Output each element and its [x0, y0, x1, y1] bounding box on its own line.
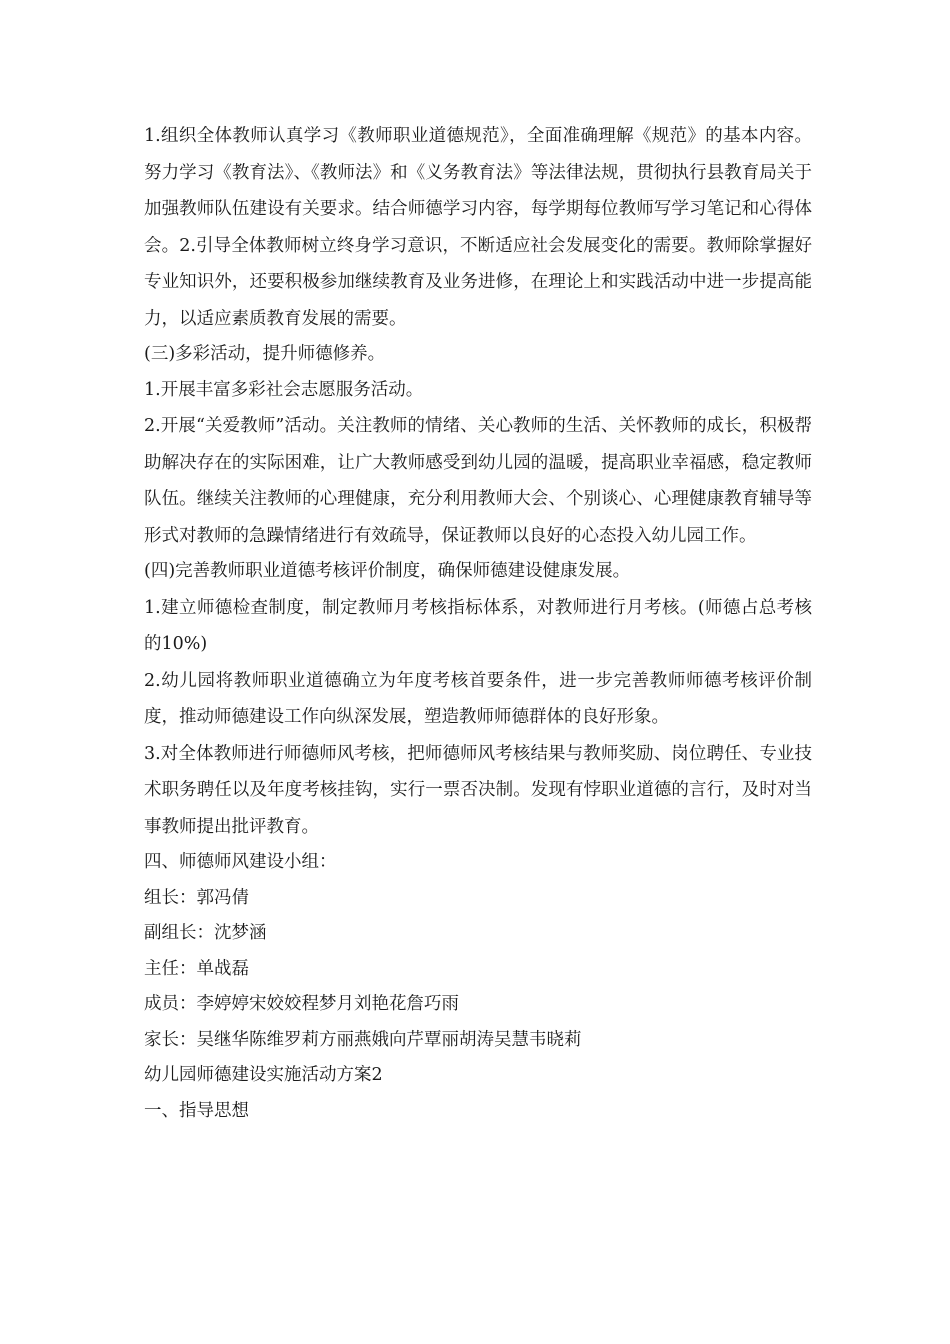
group-deputy-leader: 副组长：沈梦涵	[144, 923, 267, 943]
group-parents: 家长：吴继华陈维罗莉方丽燕娥向芹覃丽胡涛吴慧韦晓莉	[144, 1029, 582, 1050]
paragraph-annual-assessment: 2.幼儿园将教师职业道德确立为年度考核首要条件，进一步完善教师师德考核评价制度，推动师德建设工作向纵深发展，塑造教师师德群体的良好形象。	[144, 670, 812, 727]
group-director: 主任：单战磊	[144, 958, 249, 979]
heading-guiding-ideology: 一、指导思想	[144, 1100, 249, 1121]
group-members: 成员：李婷婷宋姣姣程梦月刘艳花詹巧雨	[144, 994, 459, 1014]
paragraph-volunteer-activity: 1.开展丰富多彩社会志愿服务活动。	[144, 379, 424, 400]
paragraph-study-regulations: 1.组织全体教师认真学习《教师职业道德规范》，全面准确理解《规范》的基本内容。努力学习《教育法》、《教师法》和《义务教育法》等法律法规，贯彻执行县教育局关于加强教师队伍建设有关要求。结合师德学习内容，每学期每位教师写学习笔记和心得体会。2.引导全体教师树立终身学习意识，不断适应社会发展变化的需要。教师除掌握好专业知识外，还要积极参加继续教育及业务进修，在理论上和实践活动中进一步提高能力，以适应素质教育发展的需要。	[144, 126, 812, 329]
heading-section-three: (三)多彩活动，提升师德修养。	[144, 344, 386, 364]
plan-title-2: 幼儿园师德建设实施活动方案2	[144, 1065, 383, 1085]
heading-section-four: (四)完善教师职业道德考核评价制度，确保师德建设健康发展。	[144, 561, 631, 581]
heading-working-group: 四、师德师风建设小组：	[144, 852, 337, 872]
group-leader: 组长：郭冯倩	[144, 887, 249, 908]
document-body	[144, 118, 812, 1129]
paragraph-ethics-review: 3.对全体教师进行师德师风考核，把师德师风考核结果与教师奖励、岗位聘任、专业技术职务聘任以及年度考核挂钩，实行一票否决制。发现有悖职业道德的言行，及时对当事教师提出批评教育。	[144, 743, 812, 837]
paragraph-care-teachers: 2.开展“关爱教师”活动。关注教师的情绪、关心教师的生活、关怀教师的成长，积极帮助解决存在的实际困难，让广大教师感受到幼儿园的温暖，提高职业幸福感，稳定教师队伍。继续关注教师的心理健康，充分利用教师大会、个别谈心、心理健康教育辅导等形式对教师的急躁情绪进行有效疏导，保证教师以良好的心态投入幼儿园工作。	[144, 416, 812, 546]
paragraph-inspection-system: 1.建立师德检查制度，制定教师月考核指标体系，对教师进行月考核。(师德占总考核的10%)	[144, 597, 812, 654]
